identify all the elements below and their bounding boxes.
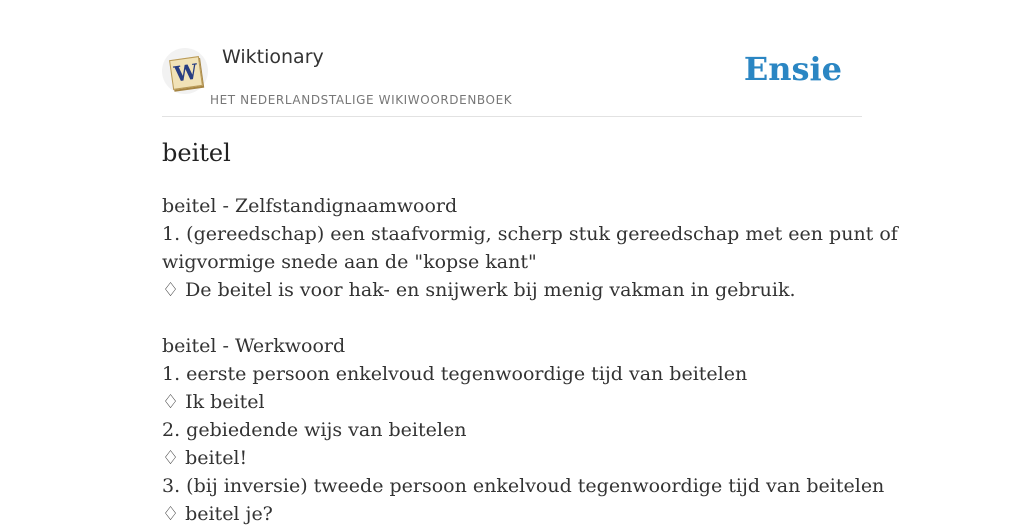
wiktionary-logo[interactable]	[162, 48, 208, 94]
ensie-brand-link[interactable]: Ensie	[743, 50, 842, 88]
noun-definition-1-line-1: 1. (gereedschap) een staafvormig, scherp stuk gereedschap met een punt of	[162, 223, 898, 245]
verb-definition-1: 1. eerste persoon enkelvoud tegenwoordige tijd van beitelen	[162, 363, 748, 385]
wiktionary-logo-icon: W	[169, 56, 203, 90]
verb-definition-2: 2. gebiedende wijs van beitelen	[162, 419, 467, 441]
verb-example-2: ♢ beitel!	[162, 447, 248, 469]
site-name[interactable]: Wiktionary	[222, 46, 324, 68]
verb-example-1: ♢ Ik beitel	[162, 391, 265, 413]
site-header	[162, 42, 862, 117]
verb-heading: beitel - Werkwoord	[162, 335, 346, 357]
noun-definition-1-line-2: wigvormige snede aan de "kopse kant"	[162, 251, 537, 273]
site-tagline: HET NEDERLANDSTALIGE WIKIWOORDENBOEK	[210, 93, 513, 107]
page-title: beitel	[162, 139, 231, 167]
section-spacer	[162, 304, 852, 332]
noun-heading: beitel - Zelfstandignaamwoord	[162, 195, 458, 217]
entry-content	[162, 192, 898, 528]
noun-example-1: ♢ De beitel is voor hak- en snijwerk bij menig vakman in gebruik.	[162, 279, 796, 301]
verb-definition-3: 3. (bij inversie) tweede persoon enkelvoud tegenwoordige tijd van beitelen	[162, 475, 885, 497]
verb-example-3: ♢ beitel je?	[162, 503, 273, 525]
